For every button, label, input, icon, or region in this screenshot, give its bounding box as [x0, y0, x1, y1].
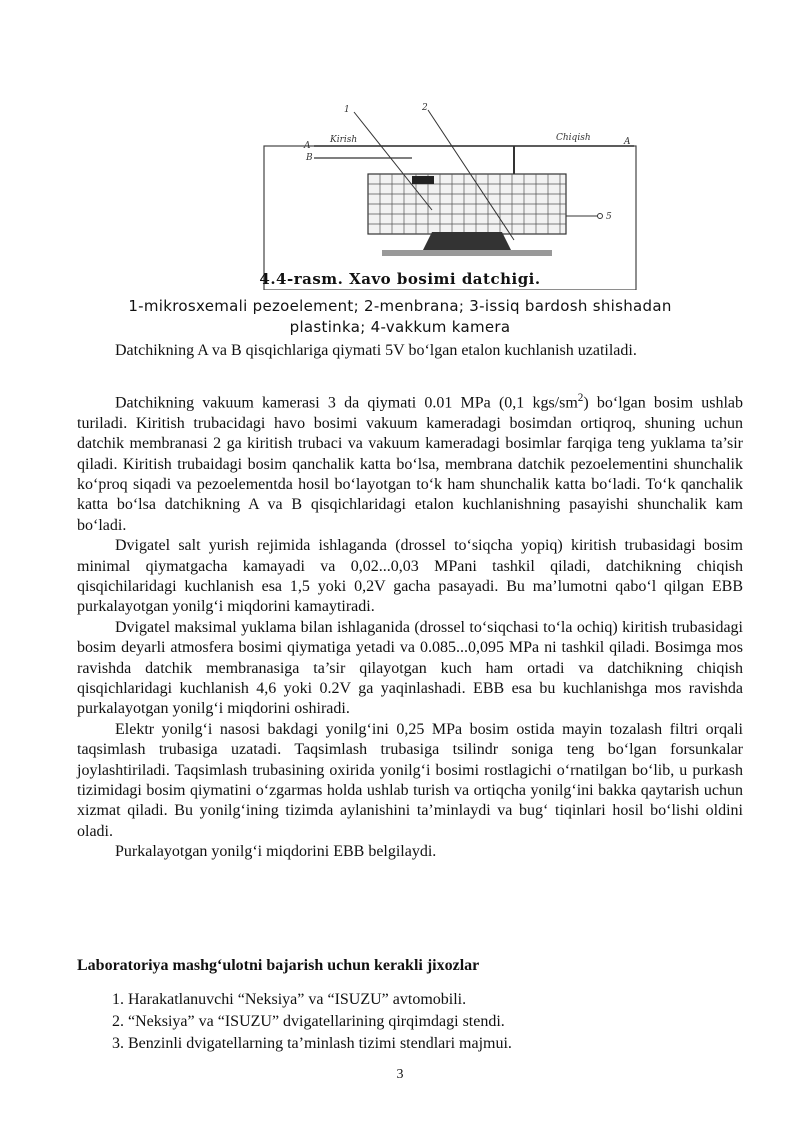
paragraph-3: Dvigatel salt yurish rejimida ishlaganda (drossel to‘siqcha yopiq) kiritish trubasidagi bosim minimal qiymatgacha kamayadi va 0,02...0,03 MPani tashkil qiladi, datchikning chiqish qisqichilaridagi kuchlanish esa 1,5 yoki 0,2V gacha pasayadi. Bu ma’lumotni qabo‘l qilgan EBB purkalayotgan yonilg‘i miqdorini kamaytiradi.	[77, 537, 743, 616]
equipment-list	[112, 989, 512, 1055]
list-item: 1. Harakatlanuvchi “Neksiya” va “ISUZU” avtomobili.	[112, 991, 467, 1008]
paragraph-5: Elektr yonilg‘i nasosi bakdagi yonilg‘ini 0,25 MPa bosim ostida mayin tozalash filtri orqali taqsimlash trubasiga uzatadi. Taqsimlash trubasiga tsilindr soniga teng bo‘lgan forsunkalar joylashtiriladi. Taqsimlash trubasining oxirida yonilg‘i bosimi rostlagichi o‘rnatilgan bo‘lib, u purkash tizimidagi bosim qiymatini o‘zgarmas holda ushlab turish va ortiqcha yonilg‘ini bakka qaytarish uchun xizmat qiladi. Bu yonilg‘ining tizimda aylanishini ta’minlaydi va bug‘ tiqinlari hosil bo‘lishi oldini oladi.	[77, 720, 743, 840]
figure-caption-title: 4.4-rasm. Xavo bosimi datchigi.	[259, 270, 541, 288]
label-kirish: Kirish	[330, 135, 358, 145]
paragraph-2	[77, 388, 743, 536]
label-chiqish: Chiqish	[556, 133, 591, 143]
paragraph-2-start: Datchikning vakuum kamerasi 3 da qiymati 0.01 MPa (0,1 kgs/sm	[115, 394, 578, 412]
list-item: 3. Benzinli dvigatellarning ta’minlash tizimi stendlari majmui.	[112, 1035, 512, 1052]
section-heading: Laboratoriya mashg‘ulotni bajarish uchun kerakli jixozlar	[77, 957, 480, 974]
paragraph-1-block	[77, 341, 743, 361]
paragraph-2-end: ) bo‘lgan bosim ushlab turiladi. Kiritish trubacidagi havo bosimi vakuum kameradagi bosimdan ortiqroq, shuning uchun datchik membranasi 2 ga kiritish trubaci va vakuum kameradagi bosimlar farqiga teng yuklama ta’sir qiladi. Kiritish trubaidagi bosim qanchalik katta bo‘lsa, membrana datchik pezoelementini shunchalik ko‘proq siqadi va pezoelementda hosil bo‘layotgan to‘k ham shunchalik katta bo‘ladi. To‘k qanchalik katta bo‘lsa datchikning A va B qisqichlaridagi etalon kuchlanishning pasayishi shunchalik kam bo‘ladi.	[77, 394, 743, 534]
label-2: 2	[422, 103, 428, 113]
paragraph-6: Purkalayotgan yonilg‘i miqdorini EBB belgilaydi.	[115, 843, 437, 861]
list-item: 2. “Neksiya” va “ISUZU” dvigatellarining qirqimdagi stendi.	[112, 1013, 505, 1030]
label-5: 5	[606, 212, 612, 222]
paragraph-1: Datchikning A va B qisqichlariga qiymati 5V bo‘lgan etalon kuchlanish uzatiladi.	[115, 342, 637, 359]
pressure-sensor-diagram	[262, 100, 640, 290]
label-1: 1	[344, 105, 350, 115]
paragraph-4: Dvigatel maksimal yuklama bilan ishlaganida (drossel to‘siqchasi to‘la ochiq) kiritish trubasidagi bosim deyarli atmosfera bosimi qiymatiga yetadi va 0.085...0,095 MPa ni tashkil qiladi. Bosimga mos ravishda datchik membranasiga ta’sir qilayotgan kuch ham ortadi va datchikning chiqish qisqichlaridagi kuchlanish 4,6 yoki 0.2V ga yaqinlashadi. EBB esa bu kuchlanishga mos ravishda purkalayotgan yonilg‘i miqdorini oshiradi.	[77, 618, 743, 718]
page-number: 3	[396, 1067, 404, 1082]
label-a-right: A	[624, 137, 631, 147]
body-text	[77, 388, 743, 863]
superscript: 2	[577, 392, 584, 404]
label-a-left: A	[304, 141, 311, 151]
label-b: B	[306, 153, 313, 163]
figure-caption-parts: 1-mikrosxemali pezoelement; 2-menbrana; 3-issiq bardosh shishadan plastinka; 4-vakkum kamera	[128, 297, 672, 336]
